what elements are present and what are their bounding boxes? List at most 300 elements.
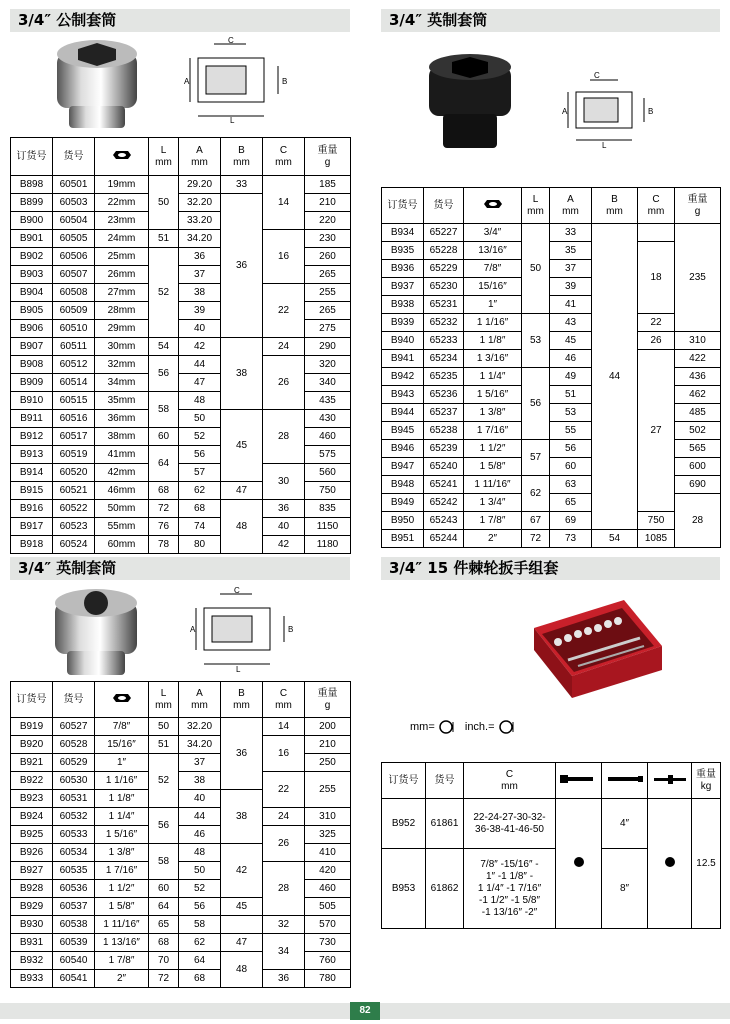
- cell: 51: [550, 386, 592, 404]
- dim-label-b: B: [288, 625, 294, 634]
- cell: 60503: [53, 194, 95, 212]
- cell: B939: [382, 314, 424, 332]
- cell: 40: [179, 790, 221, 808]
- cell: 65232: [424, 314, 464, 332]
- cell: 8″: [602, 849, 648, 929]
- col-unit-mm: mm: [275, 156, 292, 168]
- cell: 60509: [53, 302, 95, 320]
- cell: 62: [179, 934, 221, 952]
- col-header-a: A: [196, 144, 203, 156]
- cell: 340: [305, 374, 351, 392]
- ratchet-handle-icon: [556, 763, 602, 799]
- cell: 1 7/16″: [95, 862, 149, 880]
- cell: 72: [149, 970, 179, 988]
- cell: B949: [382, 494, 424, 512]
- cell: 58: [179, 916, 221, 934]
- cell: 22: [263, 284, 305, 338]
- cell: 422: [675, 350, 721, 368]
- included-dot: [648, 799, 692, 929]
- cell: 65234: [424, 350, 464, 368]
- cell: 38: [179, 772, 221, 790]
- sliding-tbar-icon: [648, 763, 692, 799]
- cell: 29mm: [95, 320, 149, 338]
- cell: 275: [305, 320, 351, 338]
- col-unit-kg: kg: [700, 780, 712, 792]
- cell: B901: [11, 230, 53, 248]
- col-unit-mm: mm: [155, 156, 172, 168]
- cell: 65237: [424, 404, 464, 422]
- cell: 73: [550, 530, 592, 548]
- cell: 575: [305, 446, 351, 464]
- cell: B920: [11, 736, 53, 754]
- col-unit-mm: mm: [275, 699, 292, 711]
- cell: 65243: [424, 512, 464, 530]
- cell: 78: [149, 536, 179, 554]
- cell: B953: [382, 849, 426, 929]
- cell: B943: [382, 386, 424, 404]
- cell: 57: [522, 440, 550, 476]
- inch-impact-dimension-diagram: [562, 70, 657, 148]
- cell: 67: [522, 512, 550, 530]
- col-unit-mm: mm: [527, 205, 544, 217]
- cell: 235: [675, 224, 721, 332]
- cell: 36mm: [95, 410, 149, 428]
- cell: 1 1/2″: [464, 440, 522, 458]
- cell: 64: [149, 446, 179, 482]
- col-unit-g: g: [694, 205, 701, 217]
- cell: B903: [11, 266, 53, 284]
- cell: B951: [382, 530, 424, 548]
- cell: 50: [149, 176, 179, 230]
- cell: 38mm: [95, 428, 149, 446]
- cell: 28mm: [95, 302, 149, 320]
- cell: B945: [382, 422, 424, 440]
- cell: 1 11/16″: [464, 476, 522, 494]
- cell: 61861: [426, 799, 464, 849]
- cell: 39: [550, 278, 592, 296]
- inch-socket-table: [10, 681, 351, 988]
- cell: 60532: [53, 808, 95, 826]
- cell: 1085: [638, 530, 675, 548]
- cell: 44: [179, 356, 221, 374]
- dim-label-l: L: [230, 116, 235, 124]
- cell: 24mm: [95, 230, 149, 248]
- cell: 60537: [53, 898, 95, 916]
- col-header-item-no: 货号: [424, 188, 464, 224]
- cell: 61862: [426, 849, 464, 929]
- cell: B950: [382, 512, 424, 530]
- cell: 63: [550, 476, 592, 494]
- col-header-c: C: [652, 193, 660, 205]
- col-header-c: C: [279, 687, 288, 699]
- cell: 56: [550, 440, 592, 458]
- cell: 56: [149, 356, 179, 392]
- cell: B928: [11, 880, 53, 898]
- cell: 28: [263, 410, 305, 464]
- cell: 19mm: [95, 176, 149, 194]
- cell: 1 7/8″: [95, 952, 149, 970]
- cell: 44: [592, 224, 638, 530]
- cell: [638, 224, 675, 242]
- cell: 68: [149, 482, 179, 500]
- cell: 60505: [53, 230, 95, 248]
- cell: 48: [221, 952, 263, 988]
- cell: 1 3/8″: [464, 404, 522, 422]
- cell: B927: [11, 862, 53, 880]
- cell: B910: [11, 392, 53, 410]
- cell: B937: [382, 278, 424, 296]
- cell: B898: [11, 176, 53, 194]
- dim-label-b: B: [282, 77, 288, 86]
- cell: 835: [305, 500, 351, 518]
- cell: 47: [179, 374, 221, 392]
- cell: 60541: [53, 970, 95, 988]
- cell: 1 1/4″: [464, 368, 522, 386]
- cell: 26mm: [95, 266, 149, 284]
- cell: 1 5/16″: [95, 826, 149, 844]
- cell: 32: [263, 916, 305, 934]
- cell: B929: [11, 898, 53, 916]
- cell: 28: [675, 494, 721, 548]
- dim-label-l: L: [602, 141, 607, 148]
- dim-label-a: A: [190, 625, 196, 634]
- cell: 2″: [95, 970, 149, 988]
- cell: 22-24-27-30-32- 36-38-41-46-50: [464, 799, 556, 849]
- cell: 65227: [424, 224, 464, 242]
- cell: 52: [179, 880, 221, 898]
- col-header-order-no: 订货号: [11, 682, 53, 718]
- cell: 45: [221, 410, 263, 482]
- cell: 65: [550, 494, 592, 512]
- cell: 27mm: [95, 284, 149, 302]
- cell: 65236: [424, 386, 464, 404]
- cell: 49: [550, 368, 592, 386]
- cell: 56: [179, 446, 221, 464]
- inch-impact-socket-image: [425, 52, 515, 152]
- cell: 325: [305, 826, 351, 844]
- cell: 44: [179, 808, 221, 826]
- cell: 320: [305, 356, 351, 374]
- cell: 1 7/8″: [464, 512, 522, 530]
- ratchet-set-toolbox-image: [528, 598, 666, 716]
- cell: 1180: [305, 536, 351, 554]
- page-number: 82: [350, 1002, 380, 1020]
- cell: 47: [221, 482, 263, 500]
- col-header-l: L: [160, 687, 167, 699]
- cell: 56: [522, 368, 550, 440]
- cell: 65: [149, 916, 179, 934]
- cell: 53: [522, 314, 550, 368]
- dim-label-a: A: [184, 77, 190, 86]
- cell: B948: [382, 476, 424, 494]
- cell: B917: [11, 518, 53, 536]
- cell: 1 1/16″: [464, 314, 522, 332]
- cell: 16: [263, 736, 305, 772]
- col-unit-mm: mm: [233, 699, 250, 711]
- cell: 1 1/8″: [95, 790, 149, 808]
- cell: 60517: [53, 428, 95, 446]
- col-header-l: L: [532, 193, 539, 205]
- col-header-weight: 重量: [317, 687, 338, 699]
- cell: 1″: [95, 754, 149, 772]
- cell: 255: [305, 772, 351, 808]
- cell: B930: [11, 916, 53, 934]
- cell: B931: [11, 934, 53, 952]
- cell: 60: [149, 880, 179, 898]
- cell: 40: [179, 320, 221, 338]
- cell: 50: [522, 224, 550, 314]
- cell: 430: [305, 410, 351, 428]
- cell: 60504: [53, 212, 95, 230]
- extension-bar-icon: [602, 763, 648, 799]
- cell: 22mm: [95, 194, 149, 212]
- cell: 64: [149, 898, 179, 916]
- cell: B933: [11, 970, 53, 988]
- cell: 12.5: [692, 799, 721, 929]
- cell: 200: [305, 718, 351, 736]
- cell: B923: [11, 790, 53, 808]
- cell: B914: [11, 464, 53, 482]
- cell: 420: [305, 862, 351, 880]
- cell: 230: [305, 230, 351, 248]
- cell: 250: [305, 754, 351, 772]
- cell: 1″: [464, 296, 522, 314]
- cell: 34.20: [179, 230, 221, 248]
- cell: 65235: [424, 368, 464, 386]
- cell: 65230: [424, 278, 464, 296]
- cell: [221, 916, 263, 934]
- cell: 30: [263, 464, 305, 500]
- cell: 60501: [53, 176, 95, 194]
- cell: 1 3/8″: [95, 844, 149, 862]
- cell: 35mm: [95, 392, 149, 410]
- cell: 750: [305, 482, 351, 500]
- cell: 60514: [53, 374, 95, 392]
- cell: 60516: [53, 410, 95, 428]
- cell: 1 1/4″: [95, 808, 149, 826]
- cell: B905: [11, 302, 53, 320]
- dim-label-l: L: [236, 665, 241, 672]
- cell: 460: [305, 880, 351, 898]
- col-header-c: C: [279, 144, 288, 156]
- cell: 60536: [53, 880, 95, 898]
- cell: 1 3/16″: [464, 350, 522, 368]
- cell: B925: [11, 826, 53, 844]
- col-header-l: L: [160, 144, 167, 156]
- cell: 55mm: [95, 518, 149, 536]
- cell: 13/16″: [464, 242, 522, 260]
- cell: 57: [179, 464, 221, 482]
- legend-mm-label: mm=: [410, 720, 435, 733]
- cell: 760: [305, 952, 351, 970]
- cell: 60506: [53, 248, 95, 266]
- cell: 26: [263, 826, 305, 862]
- cell: B916: [11, 500, 53, 518]
- cell: 48: [179, 392, 221, 410]
- socket-inch-icon: [498, 720, 516, 734]
- cell: 43: [550, 314, 592, 332]
- cell: 46: [550, 350, 592, 368]
- cell: 37: [179, 754, 221, 772]
- cell: 410: [305, 844, 351, 862]
- cell: 60534: [53, 844, 95, 862]
- cell: 45: [550, 332, 592, 350]
- cell: 52: [179, 428, 221, 446]
- cell: 18: [638, 242, 675, 314]
- cell: 600: [675, 458, 721, 476]
- cell: 60527: [53, 718, 95, 736]
- col-unit-mm: mm: [606, 205, 623, 217]
- cell: 310: [675, 332, 721, 350]
- col-unit-mm: mm: [562, 205, 579, 217]
- col-header-weight: 重量: [696, 768, 716, 780]
- ratchet-set-section-title: 3/4″ 15 件棘轮扳手组套: [381, 557, 720, 580]
- cell: 60540: [53, 952, 95, 970]
- cell: B947: [382, 458, 424, 476]
- cell: 70: [149, 952, 179, 970]
- cell: 60521: [53, 482, 95, 500]
- cell: 1150: [305, 518, 351, 536]
- cell: 65233: [424, 332, 464, 350]
- cell: 36: [221, 194, 263, 338]
- cell: 1 1/2″: [95, 880, 149, 898]
- cell: B918: [11, 536, 53, 554]
- cell: 34mm: [95, 374, 149, 392]
- cell: 55: [550, 422, 592, 440]
- cell: 41: [550, 296, 592, 314]
- cell: 36: [263, 970, 305, 988]
- cell: 32.20: [179, 194, 221, 212]
- cell: 730: [305, 934, 351, 952]
- cell: 750: [638, 512, 675, 530]
- cell: 1 3/4″: [464, 494, 522, 512]
- cell: 38: [179, 284, 221, 302]
- cell: 24: [263, 808, 305, 826]
- cell: 58: [149, 392, 179, 428]
- cell: 570: [305, 916, 351, 934]
- cell: 52: [149, 754, 179, 808]
- cell: 54: [149, 338, 179, 356]
- col-header-item-no: 货号: [426, 763, 464, 799]
- cell: B944: [382, 404, 424, 422]
- col-unit-mm: mm: [647, 205, 665, 217]
- cell: 60529: [53, 754, 95, 772]
- cell: 72: [149, 500, 179, 518]
- cell: 265: [305, 302, 351, 320]
- cell: B935: [382, 242, 424, 260]
- metric-socket-image: [52, 38, 142, 130]
- col-header-weight: 重量: [317, 144, 338, 156]
- cell: 56: [179, 898, 221, 916]
- cell: 210: [305, 736, 351, 754]
- cell: 42: [221, 844, 263, 898]
- cell: 60538: [53, 916, 95, 934]
- cell: 22: [638, 314, 675, 332]
- cell: 65228: [424, 242, 464, 260]
- cell: 60533: [53, 826, 95, 844]
- cell: B904: [11, 284, 53, 302]
- cell: 485: [675, 404, 721, 422]
- metric-section-title: 3/4″ 公制套筒: [10, 9, 350, 32]
- cell: 435: [305, 392, 351, 410]
- cell: 260: [305, 248, 351, 266]
- cell: 565: [675, 440, 721, 458]
- cell: 502: [675, 422, 721, 440]
- cell: B909: [11, 374, 53, 392]
- cell: 50: [179, 862, 221, 880]
- cell: 36: [221, 718, 263, 790]
- cell: B941: [382, 350, 424, 368]
- cell: 54: [592, 530, 638, 548]
- cell: 7/8″: [95, 718, 149, 736]
- cell: 60510: [53, 320, 95, 338]
- cell: B899: [11, 194, 53, 212]
- cell: 24: [263, 338, 305, 356]
- cell: 65231: [424, 296, 464, 314]
- cell: 265: [305, 266, 351, 284]
- cell: 34.20: [179, 736, 221, 754]
- ratchet-set-table: [381, 762, 721, 929]
- cell: 42: [263, 536, 305, 554]
- cell: 26: [263, 356, 305, 410]
- cell: 2″: [464, 530, 522, 548]
- cell: 60539: [53, 934, 95, 952]
- cell: 68: [149, 934, 179, 952]
- included-dot: [556, 799, 602, 929]
- col-header-a: A: [196, 687, 203, 699]
- cell: 32mm: [95, 356, 149, 374]
- cell: 72: [522, 530, 550, 548]
- inch-section-title-right: 3/4″ 英制套筒: [381, 9, 720, 32]
- col-header-order-no: 订货号: [11, 138, 53, 176]
- cell: 60: [149, 428, 179, 446]
- cell: 58: [149, 844, 179, 880]
- cell: 310: [305, 808, 351, 826]
- cell: 51: [149, 230, 179, 248]
- cell: B913: [11, 446, 53, 464]
- cell: 37: [179, 266, 221, 284]
- cell: 51: [149, 736, 179, 754]
- cell: 74: [179, 518, 221, 536]
- cell: 62: [179, 482, 221, 500]
- cell: B952: [382, 799, 426, 849]
- cell: 3/4″: [464, 224, 522, 242]
- cell: 53: [550, 404, 592, 422]
- col-header-item-no: 货号: [53, 138, 95, 176]
- cell: 65244: [424, 530, 464, 548]
- cell: 1 7/16″: [464, 422, 522, 440]
- cell: B921: [11, 754, 53, 772]
- cell: 38: [221, 790, 263, 844]
- cell: 45: [221, 898, 263, 916]
- cell: 462: [675, 386, 721, 404]
- cell: 33: [550, 224, 592, 242]
- legend-inch-label: inch.=: [464, 720, 495, 733]
- cell: B934: [382, 224, 424, 242]
- cell: 47: [221, 934, 263, 952]
- cell: 60512: [53, 356, 95, 374]
- cell: 220: [305, 212, 351, 230]
- cell: 7/8″ -15/16″ - 1″ -1 1/8″ - 1 1/4″ -1 7/16″ -1 1/2″ -1 5/8″ -1 13/16″ -2″: [464, 849, 556, 929]
- inch-impact-socket-table: [381, 187, 721, 548]
- cell: 60530: [53, 772, 95, 790]
- cell: 65241: [424, 476, 464, 494]
- col-header-c: C: [505, 768, 514, 780]
- cell: 46mm: [95, 482, 149, 500]
- cell: 60508: [53, 284, 95, 302]
- cell: 14: [263, 718, 305, 736]
- cell: 15/16″: [95, 736, 149, 754]
